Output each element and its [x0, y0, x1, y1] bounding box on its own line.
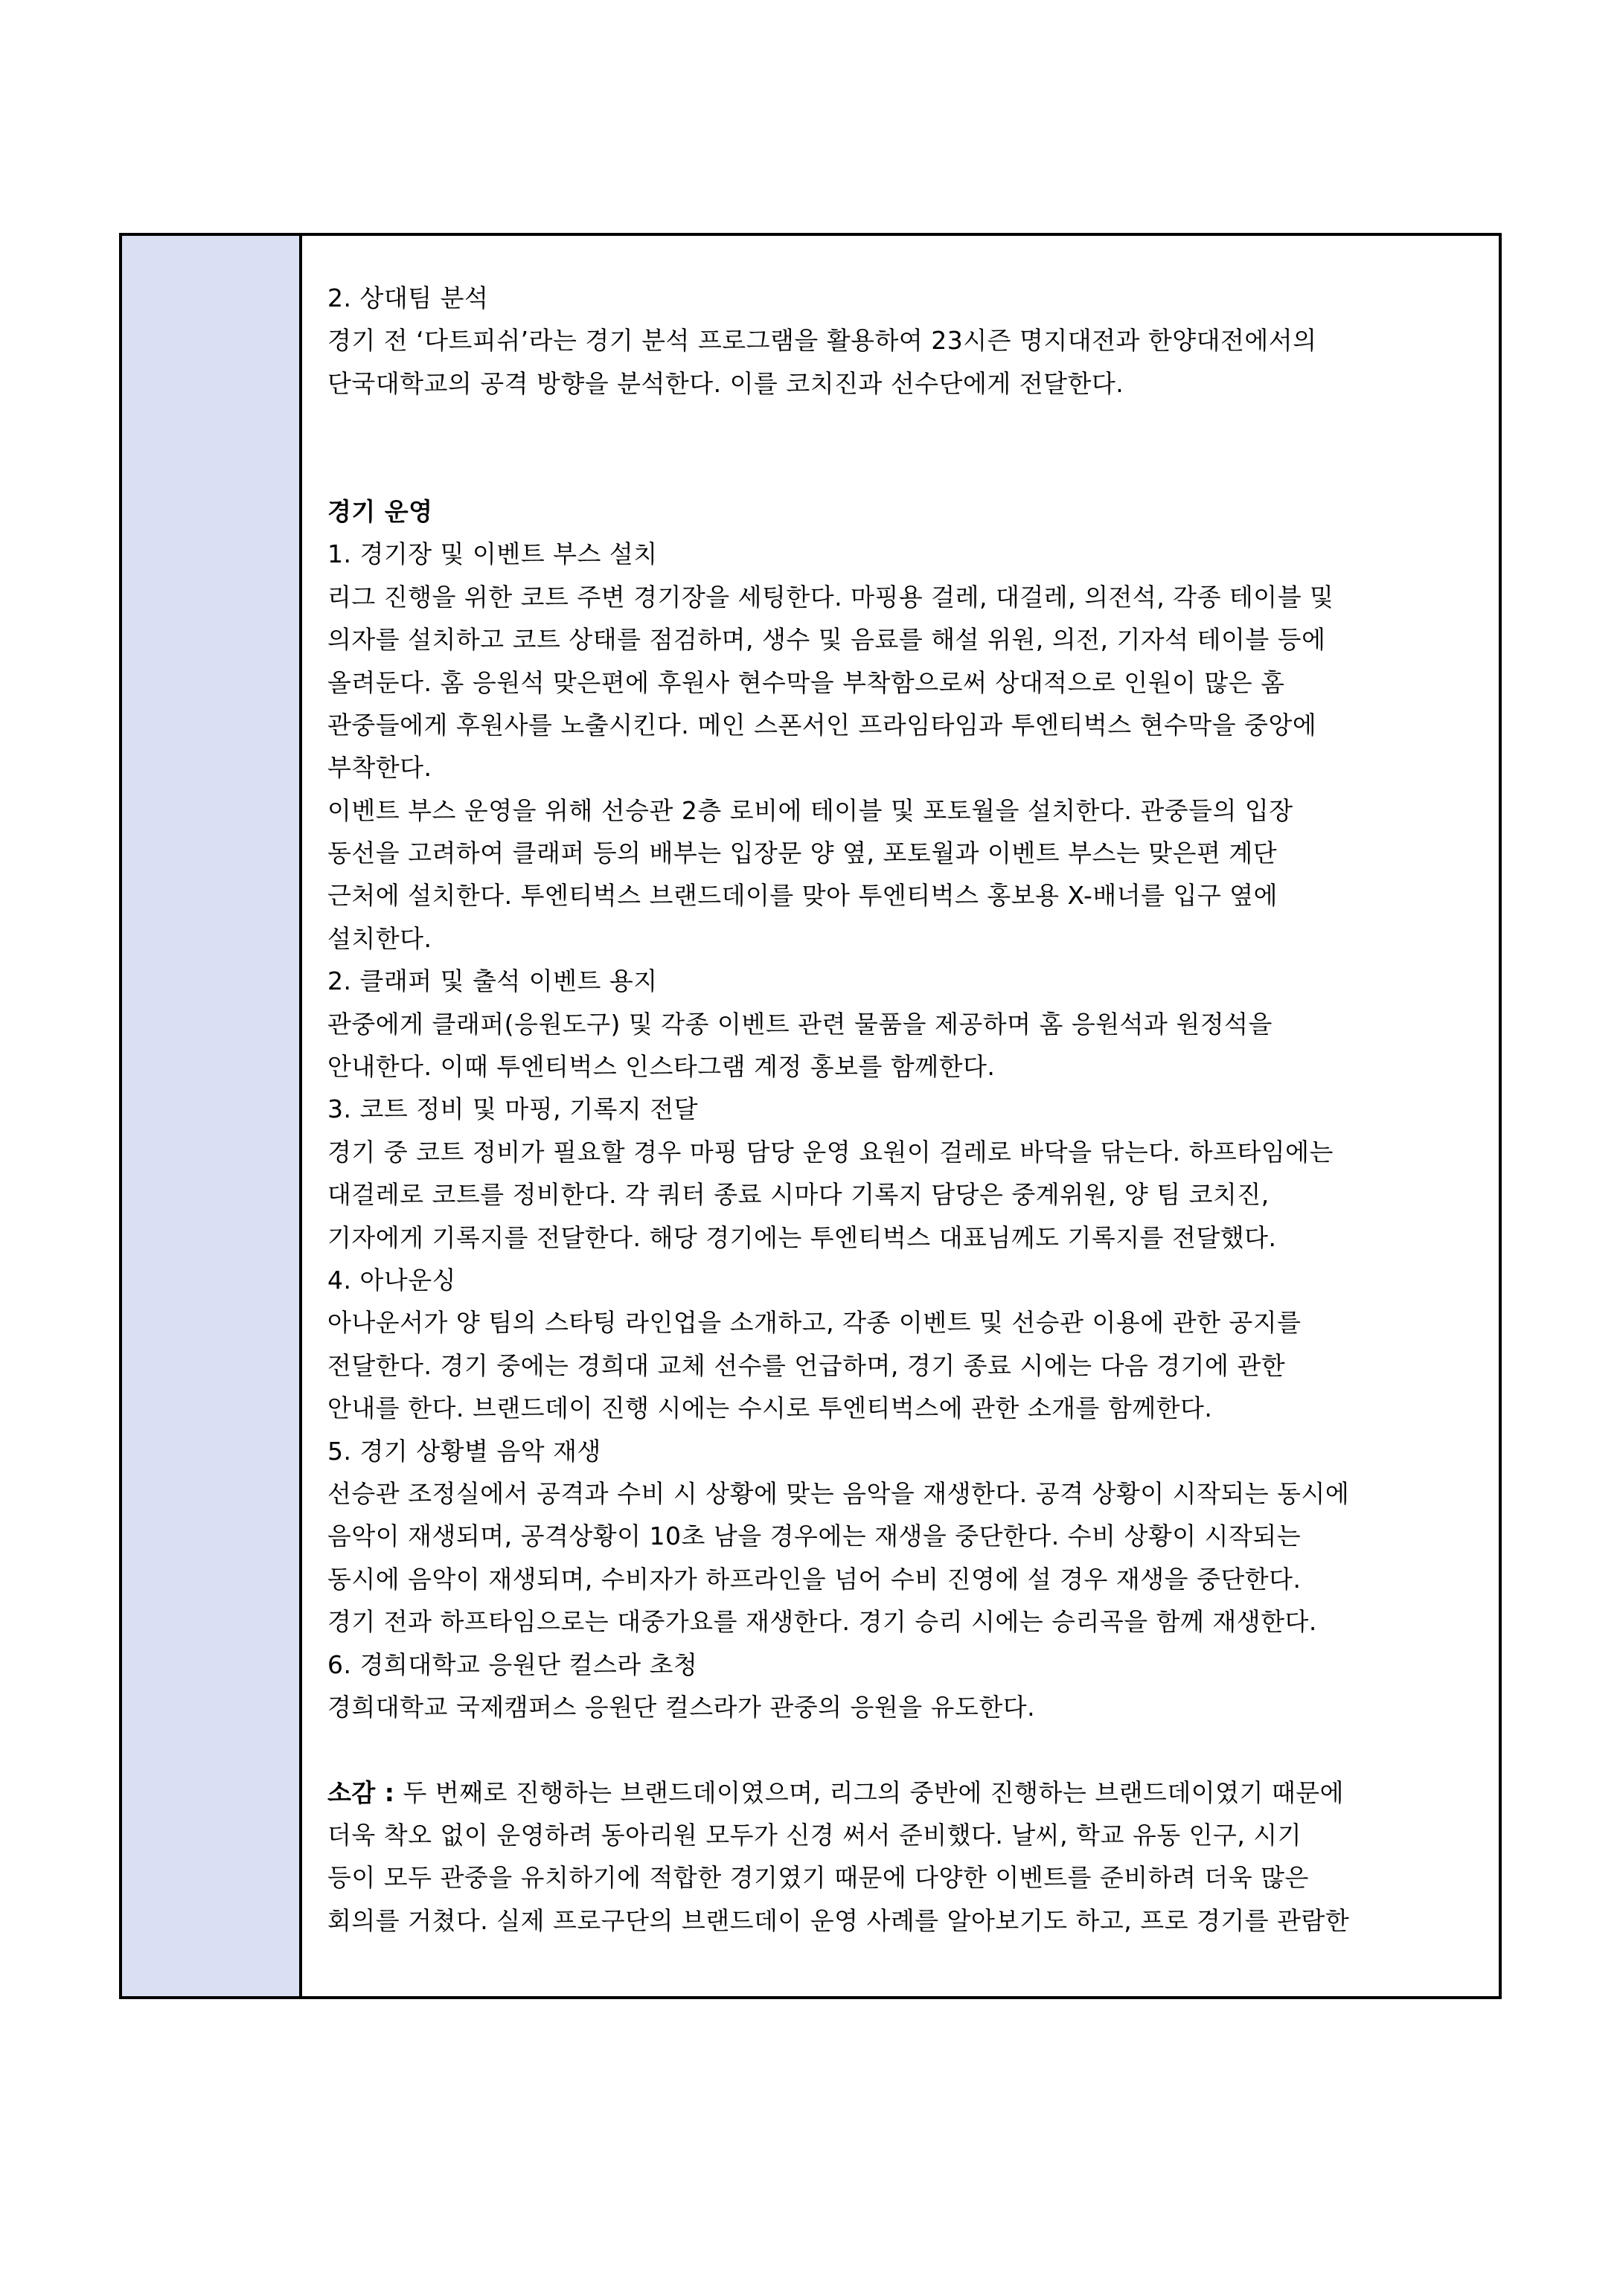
- paragraph-line: 관중에게 클래퍼(응원도구) 및 각종 이벤트 관련 물품을 제공하며 홈 응원석과 원정석을: [327, 1009, 1273, 1039]
- spacer: [327, 448, 1499, 490]
- item-title: 6. 경희대학교 응원단 컬스라 초청: [327, 1649, 698, 1679]
- item-title: 2. 클래퍼 및 출석 이벤트 용지: [327, 966, 658, 996]
- paragraph-line: 리그 진행을 위한 코트 주변 경기장을 세팅한다. 마핑용 걸레, 대걸레, 의전석, 각종 테이블 및: [327, 582, 1334, 612]
- paragraph-line: 동시에 음악이 재생되며, 수비자가 하프라인을 넘어 수비 진영에 설 경우 재생을 중단한다.: [327, 1564, 1302, 1594]
- paragraph-line: 관중들에게 후원사를 노출시킨다. 메인 스폰서인 프라임타임과 투엔티벅스 현수막을 중앙에: [327, 710, 1317, 740]
- paragraph-line: 선승관 조정실에서 공격과 수비 시 상황에 맞는 음악을 재생한다. 공격 상황이 시작되는 동시에: [327, 1478, 1350, 1508]
- paragraph-line: 음악이 재생되며, 공격상황이 10초 남을 경우에는 재생을 중단한다. 수비 상황이 시작되는: [327, 1521, 1302, 1551]
- impressions-text: 두 번째로 진행하는 브랜드데이였으며, 리그의 중반에 진행하는 브랜드데이였기 때문에: [394, 1777, 1344, 1807]
- paragraph-line: 전달한다. 경기 중에는 경희대 교체 선수를 언급하며, 경기 종료 시에는 다음 경기에 관한: [327, 1350, 1286, 1380]
- item-title: 5. 경기 상황별 음악 재생: [327, 1436, 601, 1466]
- paragraph-line: 동선을 고려하여 클래퍼 등의 배부는 입장문 양 옆, 포토월과 이벤트 부스는 맞은편 계단: [327, 838, 1278, 868]
- paragraph-line: 올려둔다. 홈 응원석 맞은편에 후원사 현수막을 부착함으로써 상대적으로 인원이 많은 홈: [327, 667, 1285, 697]
- item-title: 3. 코트 정비 및 마핑, 기록지 전달: [327, 1094, 698, 1124]
- paragraph-line: 경희대학교 국제캠퍼스 응원단 컬스라가 관중의 응원을 유도한다.: [327, 1692, 1036, 1722]
- paragraph-line: 안내한다. 이때 투엔티벅스 인스타그램 계정 홍보를 함께한다.: [327, 1052, 996, 1082]
- paragraph-line: 아나운서가 양 팀의 스타팅 라인업을 소개하고, 각종 이벤트 및 선승관 이용에 관한 공지를: [327, 1308, 1302, 1338]
- spacer: [327, 1728, 1499, 1771]
- paragraph-line: 설치한다.: [327, 923, 432, 953]
- paragraph-line: 경기 전과 하프타임으로는 대중가요를 재생한다. 경기 승리 시에는 승리곡을 함께 재생한다.: [327, 1607, 1317, 1637]
- paragraph-line: 회의를 거쳤다. 실제 프로구단의 브랜드데이 운영 사례를 알아보기도 하고, 프로 경기를 관람한: [327, 1905, 1350, 1935]
- paragraph-line: 부착한다.: [327, 753, 432, 783]
- impressions-label: 소감 :: [327, 1777, 395, 1807]
- paragraph-line: 더욱 착오 없이 운영하려 동아리원 모두가 신경 써서 준비했다. 날씨, 학교 유동 인구, 시기: [327, 1821, 1302, 1850]
- paragraph-line: 경기 중 코트 정비가 필요할 경우 마핑 담당 운영 요원이 걸레로 바닥을 닦는다. 하프타임에는: [327, 1137, 1334, 1167]
- paragraph-line: 기자에게 기록지를 전달한다. 해당 경기에는 투엔티벅스 대표님께도 기록지를 전달했다.: [327, 1222, 1277, 1252]
- label-column: [122, 236, 302, 1996]
- paragraph-line: 대걸레로 코트를 정비한다. 각 쿼터 종료 시마다 기록지 담당은 중계위원, 양 팀 코치진,: [327, 1180, 1270, 1210]
- item-title: 1. 경기장 및 이벤트 부스 설치: [327, 539, 658, 569]
- paragraph-line: 근처에 설치한다. 투엔티벅스 브랜드데이를 맞아 투엔티벅스 홍보용 X-배너를 입구 옆에: [327, 881, 1278, 911]
- paragraph-line: 이벤트 부스 운영을 위해 선승관 2층 로비에 테이블 및 포토월을 설치한다. 관중들의 입장: [327, 795, 1293, 825]
- paragraph-line: 등이 모두 관중을 유치하기에 적합한 경기였기 때문에 다양한 이벤트를 준비하려 더욱 많은: [327, 1863, 1309, 1893]
- section-title: 2. 상대팀 분석: [327, 283, 489, 312]
- paragraph-line: 경기 전 ‘다트피쉬’라는 경기 분석 프로그램을 활용하여 23시즌 명지대전과 한양대전에서의: [327, 326, 1317, 356]
- spacer: [327, 405, 1499, 447]
- paragraph-line: 안내를 한다. 브랜드데이 진행 시에는 수시로 투엔티벅스에 관한 소개를 함께한다.: [327, 1394, 1213, 1423]
- paragraph-line: 의자를 설치하고 코트 상태를 점검하며, 생수 및 음료를 해설 위원, 의전, 기자석 테이블 등에: [327, 625, 1326, 655]
- document-table: [119, 233, 1502, 1999]
- paragraph-line: 단국대학교의 공격 방향을 분석한다. 이를 코치진과 선수단에게 전달한다.: [327, 368, 1124, 398]
- section-heading: 경기 운영: [327, 496, 433, 526]
- item-title: 4. 아나운싱: [327, 1265, 456, 1295]
- content-cell: [327, 277, 1499, 1942]
- impressions-first-line: [327, 1771, 1499, 1814]
